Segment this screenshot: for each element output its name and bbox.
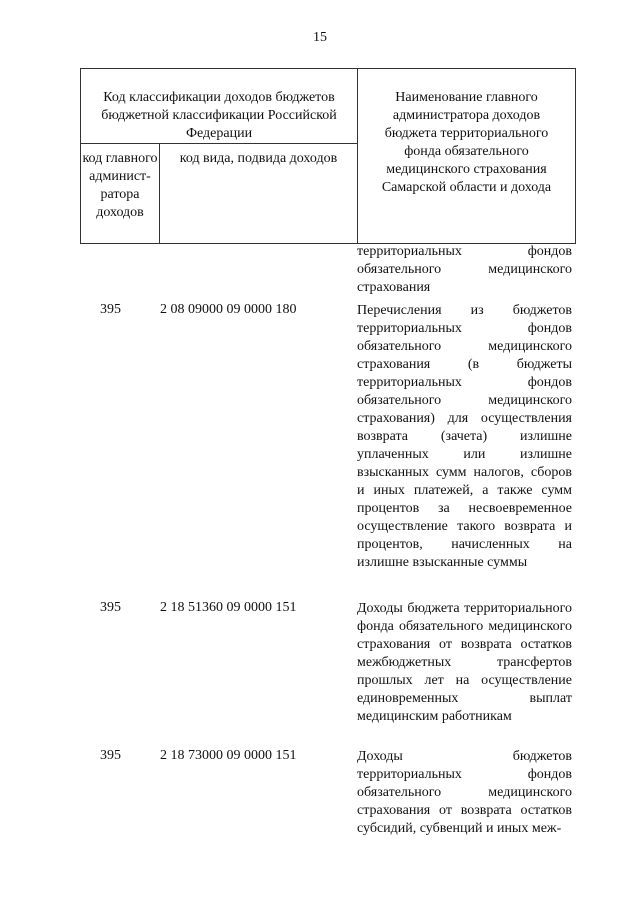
- row-kind-code: 2 18 51360 09 0000 151: [160, 600, 297, 615]
- header-admin-code: код главного админист-ратора доходов: [81, 144, 160, 244]
- table-header: [80, 68, 576, 244]
- row-admin-code: 395: [100, 302, 121, 317]
- row-name: Перечисления из бюджетов территориальных фондов обязательного медицинского страхования (в бюджеты территориальных фондов обязательного медицинского страхования) для осуществления возврата (зачета) излишне уплаченных или излишне взысканных сумм налогов, сборов и иных платежей, а также сумм процентов за несвоевременное осуществление такого возврата и процентов, начисленных на излишне взысканные суммы: [357, 303, 572, 570]
- row-admin-code: 395: [100, 600, 121, 615]
- row-kind-code: 2 18 73000 09 0000 151: [160, 748, 297, 763]
- row-admin-code: 395: [100, 748, 121, 763]
- page-number: 15: [313, 30, 327, 45]
- header-kind-code: код вида, подвида доходов: [160, 144, 358, 244]
- header-name-column: Наименование главного администратора доходов бюджета территориального фонда обязательного медицинского страхования Самарской области и дохода: [358, 69, 576, 244]
- row-name: Доходы бюджета территориального фонда обязательного медицинского страхования от возврата остатков межбюджетных трансфертов прошлых лет на осуществление единовременных выплат медицинским работникам: [357, 601, 572, 724]
- row-name: Доходы бюджетов территориальных фондов обязательного медицинского страхования от возврата остатков субсидий, субвенций и иных меж-: [357, 749, 572, 836]
- header-code-group: Код классификации доходов бюджетов бюджетной классификации Российской Федерации: [81, 69, 358, 144]
- row-kind-code: 2 08 09000 09 0000 180: [160, 302, 297, 317]
- continuation-text: территориальных фондов обязательного медицинского страхования: [357, 244, 572, 295]
